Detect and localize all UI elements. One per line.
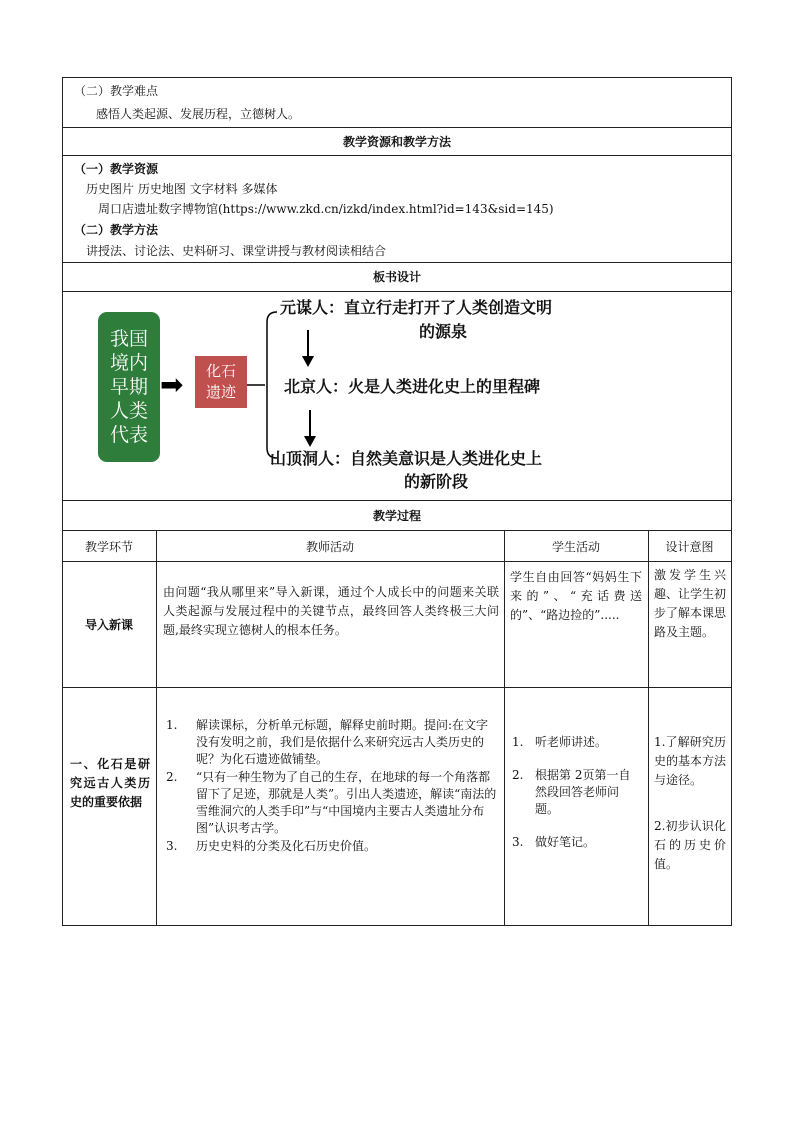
bracket-connector — [247, 300, 287, 470]
down-arrow-icon — [302, 410, 318, 448]
column-divider — [504, 530, 505, 926]
down-arrow-icon — [300, 330, 316, 368]
methods-text: 讲授法、讨论法、史料研习、课堂讲授与教材阅读相结合 — [86, 244, 387, 258]
fossil-relics-line: 遗迹 — [205, 383, 236, 401]
resources-heading: （一）教学资源 — [74, 162, 159, 176]
step-text: 解读课标，分析单元标题，解释史前时期。提问:在文字没有发明之前，我们是依据什么来研究远古人类历史的呢？为化石遗迹做铺垫。 — [196, 718, 489, 766]
list-item — [166, 717, 500, 768]
student-steps — [512, 734, 642, 851]
step-number: 3. — [512, 835, 524, 849]
stage-intro: 导入新课 — [84, 618, 133, 632]
list-item — [166, 769, 500, 837]
difficulty-text: 感悟人类起源、发展历程，立德树人。 — [96, 107, 301, 121]
row-divider — [62, 561, 732, 562]
peking-man-text: 北京人：火是人类进化史上的里程碑 — [284, 377, 541, 396]
early-humans-line: 早期 — [109, 376, 148, 398]
stage-fossil: 一、化石是研究远古人类历史的重要依据 — [70, 757, 150, 809]
row-divider — [62, 262, 732, 263]
table-border-top — [62, 77, 732, 78]
upper-cave-man-text: 山顶洞人：自然美意识是人类进化史上 — [270, 449, 543, 468]
row-divider — [62, 687, 732, 688]
header-intent: 设计意图 — [665, 540, 714, 554]
early-humans-line: 人类 — [109, 400, 148, 422]
table-border-right — [731, 77, 732, 926]
step-number: 2. — [512, 768, 524, 782]
fossil-relics-box — [195, 356, 247, 408]
student-intro: 学生自由回答“妈妈生下来的”、“充话费送的”、“路边捡的”..... — [510, 570, 642, 622]
early-humans-line: 代表 — [109, 424, 148, 446]
process-title: 教学过程 — [372, 509, 421, 523]
teacher-intro: 由问题“我从哪里来”导入新课，通过个人成长中的问题来关联人类起源与发展过程中的关键节点，最终回答人类终极三大问题,最终实现立德树人的根本任务。 — [163, 585, 499, 637]
intent-intro: 激发学生兴趣、让学生初步了解本课思路及主题。 — [654, 568, 727, 639]
table-border-bottom — [62, 925, 732, 926]
step-number: 1. — [166, 718, 178, 732]
list-item — [166, 838, 500, 855]
list-item — [512, 734, 642, 751]
row-divider — [62, 291, 732, 292]
early-humans-line: 我国 — [109, 328, 148, 350]
intent-fossil-2: 2.初步认识化石的历史价值。 — [654, 819, 726, 871]
table-border-left — [62, 77, 63, 926]
yuanmou-man-text-cont: 的源泉 — [419, 322, 468, 341]
difficulty-heading: （二）教学难点 — [74, 84, 159, 98]
museum-link[interactable]: 周口店遗址数字博物馆(https://www.zkd.cn/izkd/index.html?id=143&sid=145) — [98, 202, 554, 216]
resources-list: 历史图片 历史地图 文字材料 多媒体 — [86, 182, 278, 196]
right-arrow-icon: ➡ — [160, 368, 184, 401]
step-text: 做好笔记。 — [535, 835, 596, 849]
column-divider — [648, 530, 649, 926]
early-humans-box — [98, 312, 160, 462]
yuanmou-man-text: 元谋人：直立行走打开了人类创造文明 — [280, 298, 553, 317]
step-number: 1. — [512, 735, 524, 749]
fossil-relics-line: 化石 — [205, 362, 236, 380]
row-divider — [62, 127, 732, 128]
list-item — [512, 834, 642, 851]
intent-fossil-1: 1.了解研究历史的基本方法与途径。 — [654, 735, 727, 787]
row-divider — [62, 155, 732, 156]
column-divider — [156, 530, 157, 926]
step-text: 历史史料的分类及化石历史价值。 — [196, 839, 377, 853]
header-stage: 教学环节 — [84, 540, 133, 554]
row-divider — [62, 500, 732, 501]
step-text: “只有一种生物为了自己的生存，在地球的每一个角落都留下了足迹，那就是人类”。引出人类遗迹，解读“南法的雪维洞穴的人类手印”与“中国境内主要古人类遗址分布图”认识考古学。 — [196, 770, 497, 835]
step-text: 听老师讲述。 — [535, 735, 608, 749]
upper-cave-man-text-cont: 的新阶段 — [404, 472, 469, 491]
header-teacher: 教师活动 — [305, 540, 354, 554]
step-number: 2. — [166, 770, 178, 784]
step-number: 3. — [166, 839, 178, 853]
early-humans-line: 境内 — [109, 352, 148, 374]
list-item — [512, 767, 642, 818]
row-divider — [62, 530, 732, 531]
header-student: 学生活动 — [551, 540, 600, 554]
methods-heading: （二）教学方法 — [74, 223, 159, 237]
resources-section-title: 教学资源和教学方法 — [342, 135, 451, 149]
step-text: 根据第 2页第一自然段回答老师问题。 — [535, 768, 631, 816]
board-title: 板书设计 — [372, 270, 421, 284]
teacher-steps — [166, 717, 500, 855]
